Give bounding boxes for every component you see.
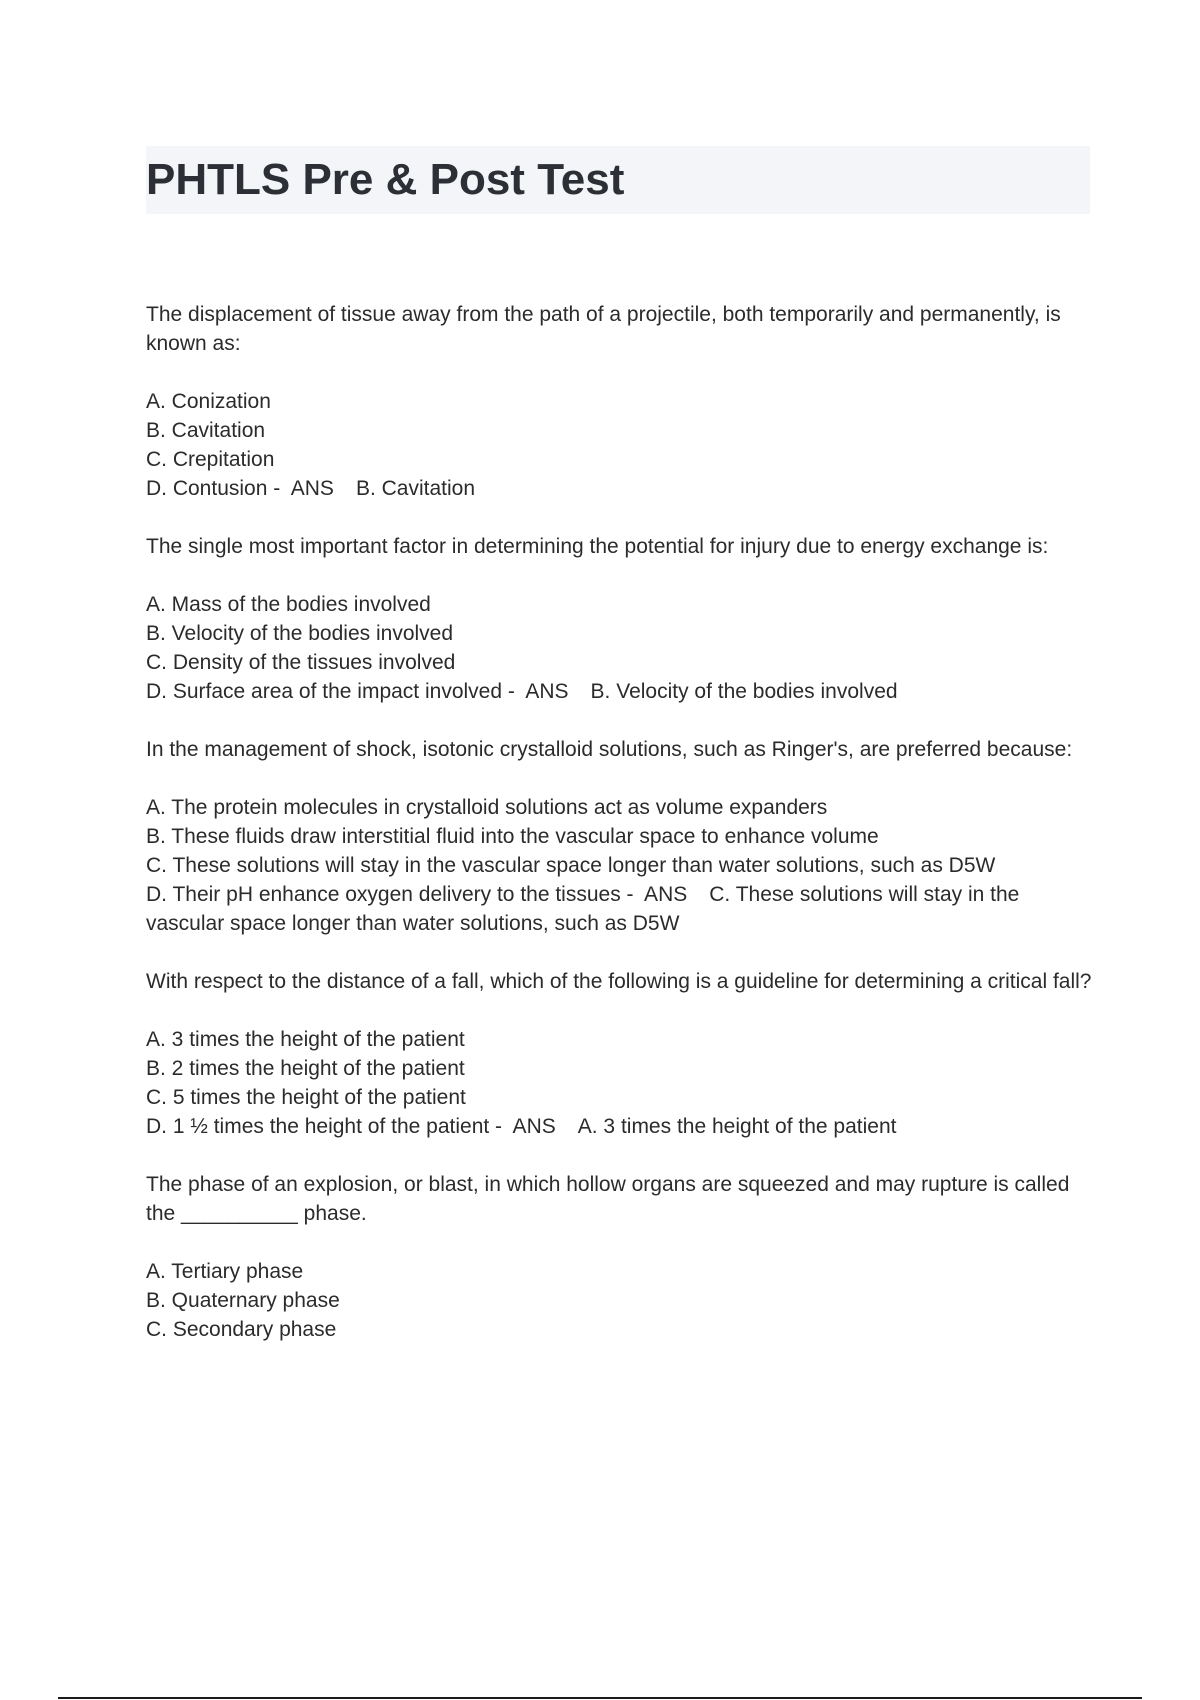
answer-option: C. 5 times the height of the patient [146,1086,466,1109]
answer-option-with-key [146,677,1096,706]
answer-option-with-key [146,880,1096,938]
correct-answer: B. Cavitation [355,477,475,500]
question-prompt: In the management of shock, isotonic crystalloid solutions, such as Ringer's, are preferred because: [146,738,1073,761]
correct-answer: C. These solutions will stay in the vascular space longer than water solutions, such as D5W [146,883,1020,935]
footer-divider [58,1697,1142,1699]
correct-answer: A. 3 times the height of the patient [577,1115,897,1138]
answer-option: C. Crepitation [146,448,275,471]
answer-option: B. Quaternary phase [146,1289,340,1312]
ans-label: - ANS [489,1115,556,1138]
question-prompt: With respect to the distance of a fall, which of the following is a guideline for determining a critical fall? [146,970,1092,993]
answer-option: A. 3 times the height of the patient [146,1028,465,1051]
question-5 [146,1170,1096,1344]
answer-option: D. Surface area of the impact involved [146,680,503,703]
answer-option-with-key [146,474,1096,503]
ans-label: - ANS [502,680,569,703]
question-1 [146,300,1096,503]
answer-option: A. The protein molecules in crystalloid solutions act as volume expanders [146,796,828,819]
ans-label: - ANS [620,883,688,906]
answer-option: D. 1 ½ times the height of the patient [146,1115,490,1138]
question-list [146,300,1096,1373]
answer-option: D. Contusion [146,477,268,500]
question-prompt: The single most important factor in determining the potential for injury due to energy exchange is: [146,535,1049,558]
question-2 [146,532,1096,706]
answer-option: A. Tertiary phase [146,1260,304,1283]
answer-option: D. Their pH enhance oxygen delivery to the tissues [146,883,621,906]
answer-option: C. Secondary phase [146,1318,337,1341]
question-prompt: The displacement of tissue away from the path of a projectile, both temporarily and permanently, is known as: [146,303,1061,355]
answer-option: C. Density of the tissues involved [146,651,456,674]
answer-option: A. Mass of the bodies involved [146,593,431,616]
answer-option: B. Velocity of the bodies involved [146,622,454,645]
answer-option-with-key [146,1112,1096,1141]
question-prompt: The phase of an explosion, or blast, in which hollow organs are squeezed and may rupture is called the __________ phase. [146,1173,1070,1225]
answer-option: A. Conization [146,390,271,413]
answer-option: B. These fluids draw interstitial fluid into the vascular space to enhance volume [146,825,879,848]
ans-label: - ANS [267,477,334,500]
page-title: PHTLS Pre & Post Test [146,155,625,204]
answer-option: B. 2 times the height of the patient [146,1057,465,1080]
question-4 [146,967,1096,1141]
answer-option: C. These solutions will stay in the vascular space longer than water solutions, such as D5W [146,854,996,877]
correct-answer: B. Velocity of the bodies involved [590,680,898,703]
question-3 [146,735,1096,938]
answer-option: B. Cavitation [146,419,266,442]
